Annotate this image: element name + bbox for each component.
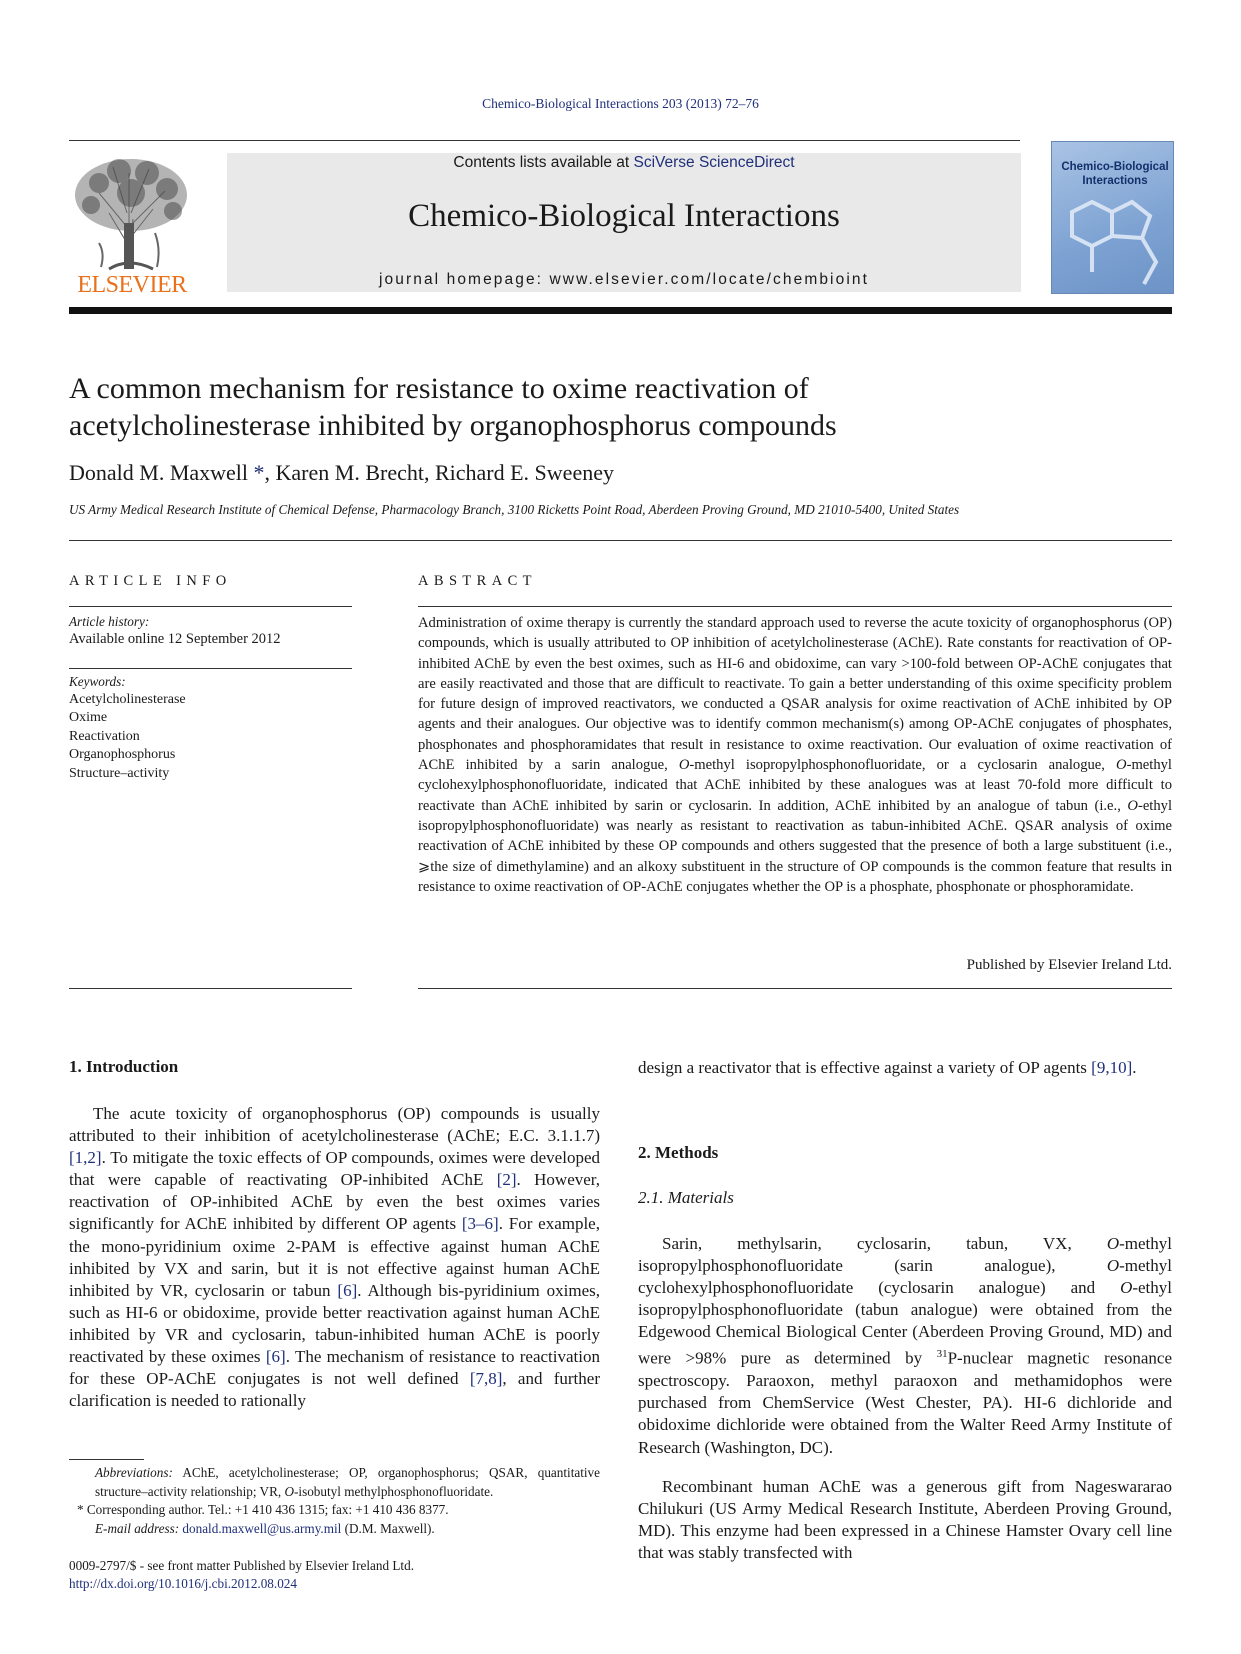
- issn-block: [69, 1557, 414, 1593]
- corresponding-author-mark[interactable]: *: [253, 460, 265, 485]
- author-name: Donald M. Maxwell: [69, 460, 249, 485]
- citation-link[interactable]: [1,2]: [69, 1148, 102, 1168]
- abbreviations-footnote: Abbreviations: AChE, acetylcholinesterase; OP, organophosphorus; QSAR, quantitative structure–activity relationship; VR, O-isobutyl methylphosphonofluoridate.: [95, 1465, 600, 1499]
- email-link[interactable]: donald.maxwell@us.army.mil: [182, 1520, 342, 1536]
- citation-link[interactable]: [6]: [265, 1347, 286, 1367]
- citation-link[interactable]: [7,8]: [469, 1369, 503, 1389]
- doi-link[interactable]: http://dx.doi.org/10.1016/j.cbi.2012.08.024: [69, 1576, 297, 1591]
- divider: [418, 606, 1172, 607]
- keywords-label: Keywords:: [69, 674, 126, 689]
- article-history-label: Article history:: [69, 614, 150, 629]
- divider: [69, 540, 1172, 541]
- article-title: A common mechanism for resistance to oxime reactivation of acetylcholinesterase inhibited by organophosphorus compounds: [69, 372, 837, 442]
- citation-link[interactable]: [2]: [496, 1170, 517, 1190]
- keyword: Acetylcholinesterase: [69, 692, 186, 707]
- molecule-icon: [1052, 192, 1173, 293]
- journal-reference[interactable]: Chemico-Biological Interactions 203 (2013) 72–76: [482, 96, 759, 111]
- front-matter-line: 0009-2797/$ - see front matter Published by Elsevier Ireland Ltd.: [69, 1558, 414, 1573]
- keyword: Reactivation: [69, 728, 140, 744]
- keyword: Organophosphorus: [69, 747, 176, 763]
- journal-homepage[interactable]: journal homepage: www.elsevier.com/locate/chembioint: [378, 271, 869, 288]
- cover-title: Chemico-Biological Interactions: [1061, 161, 1169, 187]
- introduction-paragraph: The acute toxicity of organophosphorus (OP) compounds is usually attributed to their inhibition of acetylcholinesterase (AChE; E.C. 3.1.1.7) [1,2]. To mitigate the toxic effects of OP compounds, oximes were developed that were capable of reactivating OP-inhibited AChE [2]. However, reactivation of OP-inhibited AChE by even the best oximes varies significantly for AChE inhibited by different OP agents [3–6]. For example, the mono-pyridinium oxime 2-PAM is effective against human AChE inhibited by VX and sarin, but it is not effective against human AChE inhibited by VR, cyclosarin or tabun [6]. Although bis-pyridinium oximes, such as HI-6 or obidoxime, provide better reactivation against human AChE inhibited by VR and cyclosarin, tabun-inhibited human AChE is poorly reactivated by these oximes [6]. The mechanism of resistance to reactivation for these OP-AChE conjugates is not well defined [7,8], and further clarification is needed to rationally: [69, 1104, 601, 1411]
- introduction-continuation: design a reactivator that is effective against a variety of OP agents [9,10].: [638, 1058, 1137, 1077]
- footnote-rule: [69, 1459, 144, 1460]
- section-heading-introduction: 1. Introduction: [69, 1057, 179, 1076]
- corresponding-author-footnote: * Corresponding author. Tel.: +1 410 436 1315; fax: +1 410 436 8377.: [77, 1502, 449, 1517]
- contents-line: Contents lists available at SciVerse ScienceDirect: [453, 154, 795, 171]
- top-rule: [69, 140, 1020, 141]
- divider: [418, 988, 1172, 989]
- materials-paragraph: Sarin, methylsarin, cyclosarin, tabun, VX, O-methyl isopropylphosphonofluoridate (sarin analogue), O-methyl cyclohexylphosphonofluoridate (cyclosarin analogue) and O-ethyl isopropylphosphonofluoridate (tabun analogue) were obtained from the Edgewood Chemical Biological Center (Aberdeen Proving Ground, MD) and were >98% pure as determined by $^{31}$P-nuclear magnetic resonance spectroscopy. Paraoxon, methyl paraoxon and methamidophos were purchased from ChemService (West Chester, PA). HI-6 dichloride and obidoxime dichloride were obtained from the Walter Reed Army Institute of Research (Washington, DC).: [638, 1234, 1172, 1457]
- affiliation: US Army Medical Research Institute of Chemical Defense, Pharmacology Branch, 3100 Ricketts Point Road, Aberdeen Proving Ground, MD 21010-5400, United States: [69, 502, 960, 517]
- materials-paragraph: Recombinant human AChE was a generous gift from Nageswararao Chilukuri (US Army Medical Research Institute, Aberdeen Proving Ground, MD). This enzyme had been expressed in a Chinese Hamster Ovary cell line that was stably transfected with: [638, 1477, 1172, 1563]
- journal-name: Chemico-Biological Interactions: [408, 198, 840, 234]
- sciencedirect-link[interactable]: SciVerse ScienceDirect: [633, 154, 795, 171]
- divider: [69, 606, 352, 607]
- publisher-note: Published by Elsevier Ireland Ltd.: [966, 957, 1172, 973]
- citation-link[interactable]: [6]: [337, 1280, 358, 1300]
- keywords-list: [69, 691, 186, 783]
- divider: [69, 988, 352, 989]
- author-list: Donald M. Maxwell *, Karen M. Brecht, Richard E. Sweeney: [69, 460, 614, 485]
- section-heading-methods: 2. Methods: [638, 1143, 719, 1162]
- header-thick-rule: [69, 307, 1172, 314]
- article-info-heading: ARTICLE INFO: [69, 573, 232, 589]
- citation-link[interactable]: [3–6]: [461, 1214, 499, 1234]
- abstract-heading: ABSTRACT: [418, 573, 537, 589]
- keyword: Oxime: [69, 710, 108, 726]
- footnotes: [69, 1464, 600, 1538]
- keyword: Structure–activity: [69, 765, 170, 781]
- divider: [69, 668, 352, 669]
- article-history-value: Available online 12 September 2012: [69, 631, 281, 647]
- journal-cover-image: [1051, 141, 1174, 294]
- subsection-heading-materials: 2.1. Materials: [638, 1188, 734, 1207]
- elsevier-wordmark: ELSEVIER: [77, 272, 187, 298]
- email-footnote: E-mail address: donald.maxwell@us.army.mil (D.M. Maxwell).: [95, 1520, 435, 1536]
- abstract-text: Administration of oxime therapy is currently the standard approach used to reverse the acute toxicity of organophosphorus (OP) compounds, which is usually attributed to OP inhibition of acetylcholinesterase (AChE). Rate constants for reactivation of OP-inhibited AChE by even the best oximes, such as HI-6 and obidoxime, can vary >100-fold between OP-AChE conjugates that are easily reactivated and those that are difficult to reactivate. To gain a better understanding of this oxime specificity problem for future design of improved reactivators, we conducted a QSAR analysis for oxime reactivation of AChE inhibited by OP agents and their analogues. Our objective was to identify common mechanism(s) among OP-AChE conjugates of phosphates, phosphonates and phosphoramidates that result in resistance to oxime reactivation. Our evaluation of oxime reactivation of AChE inhibited by a sarin analogue, O-methyl isopropylphosphonofluoridate, or a cyclosarin analogue, O-methyl cyclohexylphosphonofluoridate, indicated that AChE inhibited by these analogues was at least 70-fold more difficult to reactivate than AChE inhibited by sarin or cyclosarin. In addition, AChE inhibited by an analogue of tabun (i.e., O-ethyl isopropylphosphonofluoridate) was nearly as resistant to reactivation as tabun-inhibited AChE. QSAR analysis of oxime reactivation of AChE inhibited by these OP compounds and others suggested that the presence of both a large substituent (i.e., ⩾the size of dimethylamine) and an alkoxy substituent in the structure of OP compounds is the common feature that results in resistance to oxime reactivation of OP-AChE conjugates whether the OP is a phosphate, phosphonate or phosphoramidate.: [418, 615, 1172, 895]
- citation-link[interactable]: [9,10]: [1091, 1058, 1133, 1077]
